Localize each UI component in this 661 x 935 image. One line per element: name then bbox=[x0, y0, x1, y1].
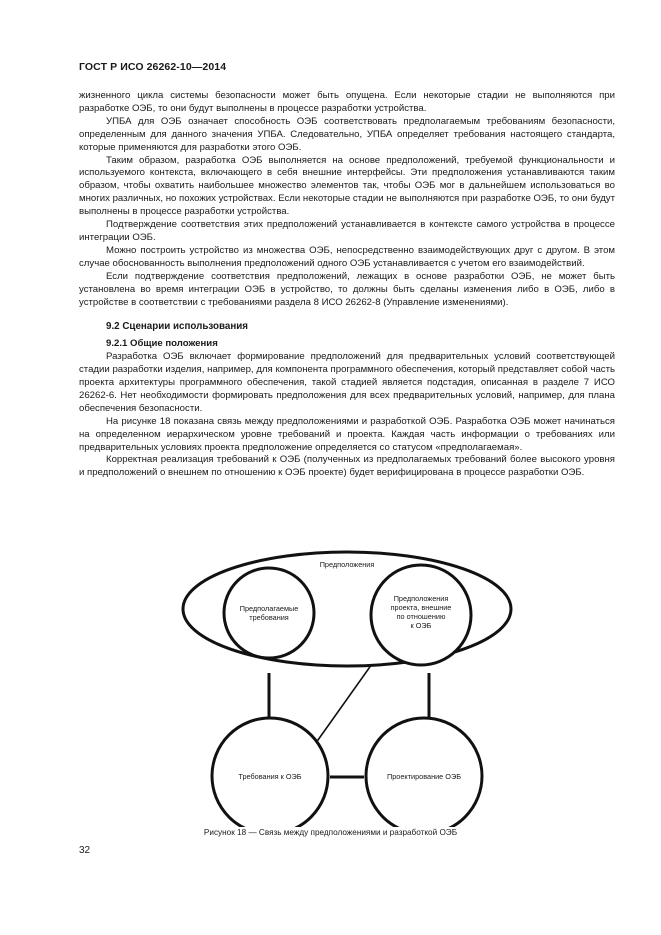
paragraph: Разработка ОЭБ включает формирование предположений для предварительных условий соответствующей стадии разработки изделия, например, для компонента программного обеспечения, который представляет собой часть проекта архитектуры программного обеспечения, такой стадией является подстадия, описанная в разделе 7 ИСО 26262-6. Нет необходимости формировать предположения для всех предварительных условий, например, для плана обеспечения безопасности. bbox=[79, 351, 615, 414]
assumed-requirements-label: Предполагаемые требования bbox=[239, 604, 299, 622]
assumptions-label: Предположения bbox=[319, 560, 375, 569]
assumed-design-label-line3: по отношению bbox=[396, 612, 446, 621]
figure-18 bbox=[180, 549, 514, 827]
paragraph: Подтверждение соответствия этих предположений устанавливается в контексте самого устройства в процессе интеграции ОЭБ. bbox=[79, 219, 615, 243]
diagram-svg bbox=[180, 549, 514, 827]
page-number: 32 bbox=[79, 845, 91, 856]
paragraph: Если подтверждение соответствия предположений, лежащих в основе разработки ОЭБ, не может быть установлена во время интеграции ОЭБ в устройство, то должны быть сделаны изменения либо в ОЭБ, либо в устройстве в соответствии с требованиями раздела 8 ИСО 26262-8 (Управление изменениями). bbox=[79, 270, 615, 308]
requirements-label: Требования к ОЭБ bbox=[238, 772, 302, 781]
assumed-design-label-line2: проекта, внешние bbox=[390, 603, 452, 612]
paragraph: На рисунке 18 показана связь между предположениями и разработкой ОЭБ. Разработка ОЭБ может начинаться на определенном иерархическом уровне требований и проекта. Каждая часть информации о требованиях или предварительных условиях проекта предположение определяется со статусом «предполагаемая». bbox=[79, 415, 615, 453]
subsection-title: 9.2.1 Общие положения bbox=[106, 338, 218, 350]
body-text bbox=[79, 90, 615, 480]
assumed-design-label-line1: Предположения bbox=[393, 594, 449, 603]
paragraph: Корректная реализация требований к ОЭБ (полученных из предполагаемых требований более высокого уровня и предположений о внешнем по отношению к ОЭБ проекте) будет верифицирована в процессе разработки ОЭБ. bbox=[79, 454, 615, 479]
section-title: 9.2 Сценарии использования bbox=[106, 321, 248, 333]
paragraph: УПБА для ОЭБ означает способность ОЭБ соответствовать предполагаемым требованиям безопасности, определенным для данного значения УПБА. Следовательно, УПБА определяет требования настоящего стандарта, которые применяются для разработки этого ОЭБ. bbox=[79, 115, 615, 153]
document-header: ГОСТ Р ИСО 26262-10—2014 bbox=[79, 61, 227, 73]
paragraph: жизненного цикла системы безопасности может быть опущена. Если некоторые стадии не выполняются при разработке ОЭБ, то они будут выполнены в процессе разработки устройства. bbox=[79, 90, 615, 114]
design-label: Проектирование ОЭБ bbox=[387, 772, 461, 781]
main-paragraphs bbox=[79, 351, 615, 480]
assumed-design-label bbox=[376, 594, 466, 630]
paragraph: Таким образом, разработка ОЭБ выполняется на основе предположений, требуемой функциональности и используемого контекста, включающего в себя внешние интерфейсы. Эти предположения устанавливаются таким образом, чтобы охватить наибольшее множество элементов так, чтобы ОЭБ мог в дальнейшем использоваться во многих различных, но похожих устройствах. Если некоторые стадии не выполняются при разработке ОЭБ, то они будут выполнены в процессе разработки устройства. bbox=[79, 154, 615, 218]
assumed-design-label-line4: к ОЭБ bbox=[410, 621, 432, 630]
paragraph: Можно построить устройство из множества ОЭБ, непосредственно взаимодействующих друг с другом. В этом случае обоснованность выполнения предположений одного ОЭБ устанавливается с учетом его взаимодействий. bbox=[79, 244, 615, 269]
intro-paragraphs bbox=[79, 90, 615, 309]
figure-caption: Рисунок 18 — Связь между предположениями и разработкой ОЭБ bbox=[203, 828, 458, 837]
